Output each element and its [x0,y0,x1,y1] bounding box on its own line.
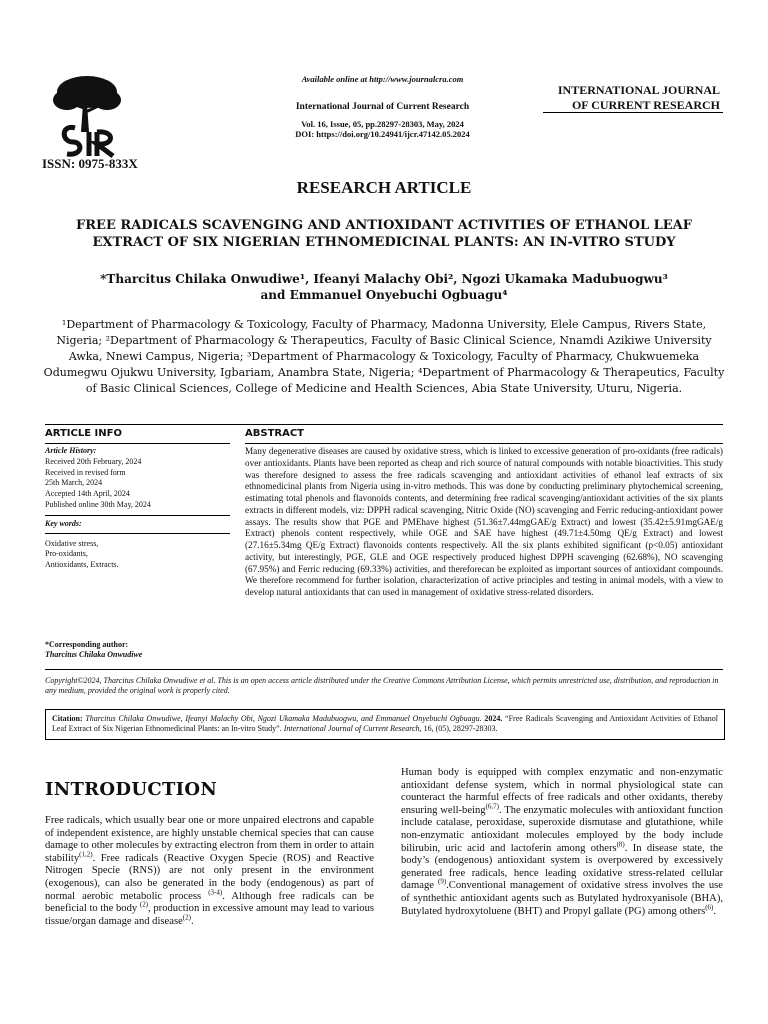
header-rule [543,112,723,113]
intro-text: , production in excessive amount may lead to various tissue/organ damage and disease [45,903,374,927]
issn: ISSN: 0975-833X [42,156,138,171]
intro-text: . In disease state, the body’s (endogenous) antioxidant system is overpowered by excessively generated free radicals, hence leading oxidative stress-related cellular damage [401,842,723,892]
divider-top [45,424,723,425]
citation-ref: (1,2) [79,850,93,859]
history-item: Published online 30th May, 2024 [45,499,151,509]
journal-title-right-1: INTERNATIONAL JOURNAL [557,83,720,97]
journal-logo [45,70,127,160]
introduction-heading: INTRODUCTION [45,779,218,800]
authors-line-2: and Emmanuel Onyebuchi Ogbuagu⁴ [260,288,508,303]
citation-title: “Free Radicals Scavenging and Antioxidant Activities of Ethanol Leaf Extract of Six Nigerian Ethnomedicinal Plants: an In-vitro Study”. [52,714,719,734]
affiliations: ¹Department of Pharmacology & Toxicology, Faculty of Pharmacy, Madonna University, Elele Campus, Rivers State, Nigeria; ²Department of Pharmacology & Therapeutics, Faculty of Basic Clinical Science, Nnamdi Azikiwe University Awka, Nnewi Campus, Nigeria; ³Department of Pharmacology & Toxicology, Faculty of Pharmacy, Chukwuemeka Odumegwu Ojukwu University, Igbariam, Anambra State, Nigeria; ⁴Department of Pharmacology & Therapeutics, Faculty of Basic Clinical Sciences, College of Medicine and Health Sciences, Abia State University, Uturu, Nigeria. [43,318,725,395]
copyright-text: Copyright©2024, Tharcitus Chilaka Onwudiwe et al. This is an open access article distributed under the Creative Commons Attribution License, which permits unrestricted use, distribution, and reproduction in any medium, provided the original work is properly cited. [45,676,719,696]
intro-text: Free radicals, which usually bear one or more unpaired electrons and capable of independent existence, are highly unstable chemical species that can cause damage to other molecules by extracting electron from them in order to attain stability [45,815,374,864]
article-title: FREE RADICALS SCAVENGING AND ANTIOXIDANT ACTIVITIES OF ETHANOL LEAF EXTRACT OF SIX NIGERIAN ETHNOMEDICINAL PLANTS: AN IN-VITRO STUDY [76,218,692,250]
info-divider [45,515,230,516]
doi[interactable]: DOI: https://doi.org/10.24941/ijcr.47142.05.2024 [295,128,470,139]
citation-volume: 16, (05), 28297-28303. [423,724,498,734]
introduction-col1 [45,815,374,928]
abstract-head-rule [245,443,723,444]
citation-ref: (9) [437,877,447,886]
authors-line-1: *Tharcitus Chilaka Onwudiwe¹, Ifeanyi Malachy Obi², Ngozi Ukamaka Madubuogwu³ [100,272,668,286]
history-label: Article History: [45,446,97,455]
history-item: Accepted 14th April, 2024 [45,489,130,499]
article-type: RESEARCH ARTICLE [296,178,472,197]
keyword: Pro-oxidants, [45,549,88,559]
citation-authors: Tharcitus Chilaka Onwudiwe, Ifeanyi Malachy Obi, Ngozi Ukamaka Madubuogwu, and Emmanuel Onyebuchi Ogbuagu. [85,714,482,723]
journal-title-right [520,83,720,113]
corresponding-label: *Corresponding author: [45,640,129,649]
intro-text: . [190,915,194,927]
keyword: Oxidative stress, [45,538,99,548]
keyword: Antioxidants, Extracts. [45,560,119,570]
citation-box [45,709,725,740]
citation-journal: International Journal of Current Research, [283,724,422,734]
info-divider [45,533,230,534]
volume-info: Vol. 16, Issue, 05, pp.28297-28303, May, 2024 [301,118,464,129]
corresponding-name: Tharcitus Chilaka Onwudiwe [45,650,143,660]
intro-text: Human body is equipped with complex enzymatic and non-enzymatic antioxidant defense system, which in normal physiological state can counteract the harmful effects of free radicals and other oxidants, thereby ensuring well-being [401,767,723,816]
corresponding-author [45,640,230,661]
citation-ref: (3-4) [208,888,223,897]
article-info-heading: ARTICLE INFO [45,428,122,439]
intro-text: . The enzymatic molecules with antioxidant function include catalase, peroxidase, superoxide dismutase and glutathione, while non-enzymatic antioxidant molecules employed by the body include bilirubin, uric acid and lactoferin among others [401,804,723,854]
citation-ref: (2) [139,900,149,909]
authors [60,271,708,303]
history-item: Received in revised form [45,467,126,477]
citation-ref: (6,7) [485,802,500,811]
citation-ref: (2) [182,913,191,922]
citation-label: Citation: [52,714,83,723]
abstract-heading: ABSTRACT [245,428,304,439]
citation-year: 2024. [484,714,503,723]
available-online[interactable]: Available online at http://www.journalcra.com [301,74,464,84]
journal-name: International Journal of Current Research [295,102,470,113]
history-item: Received 20th February, 2024 [45,456,142,466]
copyright [45,676,723,697]
article-info [45,446,230,571]
intro-text: . Free radicals (Reactive Oxygen Specie (ROS) and Reactive Nitrogen Specie (RNS)) are not only present in the environment (exogenous), can also be generated in the body (endogenous) as part of normal aerobic metabolic process [45,852,374,902]
introduction-col2 [401,767,723,918]
intro-text: . Although free radicals can be beneficial to the body [45,890,374,915]
journal-header [250,74,515,139]
divider-bottom [45,669,723,670]
info-head-rule [45,443,230,444]
intro-text: . [713,905,717,917]
abstract-text: Many degenerative diseases are caused by oxidative stress, which is linked to excessive generation of pro-oxidants (free radicals) over antioxidants. Plants have been reported as cheap and rich source of natural compounds with notable bioactivities. This study was therefore designed to assess the free radicals scavenging and antioxidant activities of ethanol leaf extracts of six ethnomedicinal plants from Nigeria using in-vitro methods. This was done by conducting preliminary phytochemical screening, estimating total phenols and flavonoids contents, and determining free radical scavenging/antioxidant activities of the six plants extracts in different models, viz: DPPH radical scavenging, Nitric Oxide (NO) scavenging and Ferric reducing-antioxidant power assays. The results show that PGE and PMEhave highest (51.36±7.44mgGAE/g Extract) and lowest (35.42±5.91mgGAE/g Extract) phenols content respectively, while OGE and SAE have highest (49.71±4.50mg QE/g Extract) and lowest (27.16±5.34mg QE/g Extract) flavonoids contents respectively. All the six plants exhibited significant (p<0.05) antioxidant activity, but interestingly, PGE, GLE and OGE respectively produced highest DPPH scavenging (62.68%), NO scavenging (67.95%) and Ferric reducing (69.33%) activities, and thereforecan be exploited as important sources of antioxidant compounds. We therefore recommend for further isolation, characterization of active principles and testing in animal models, with a view to develop natural antioxidants that can used in management of oxidative stress-related disorders. [245,446,723,598]
keywords-label: Key words: [45,518,82,528]
journal-title-right-2: OF CURRENT RESEARCH [571,98,720,112]
citation-ref: (6) [705,903,714,911]
citation-ref: (8) [616,840,625,849]
intro-text: .Conventional management of oxidative stress involves the use of synthethic antioxidant agents such as Butylated hydroxyanisole (BHA), Butylated hydroxytoluene (BHT) and Propyl gallate (PG) among others [401,880,724,917]
history-item: 25th March, 2024 [45,478,103,488]
